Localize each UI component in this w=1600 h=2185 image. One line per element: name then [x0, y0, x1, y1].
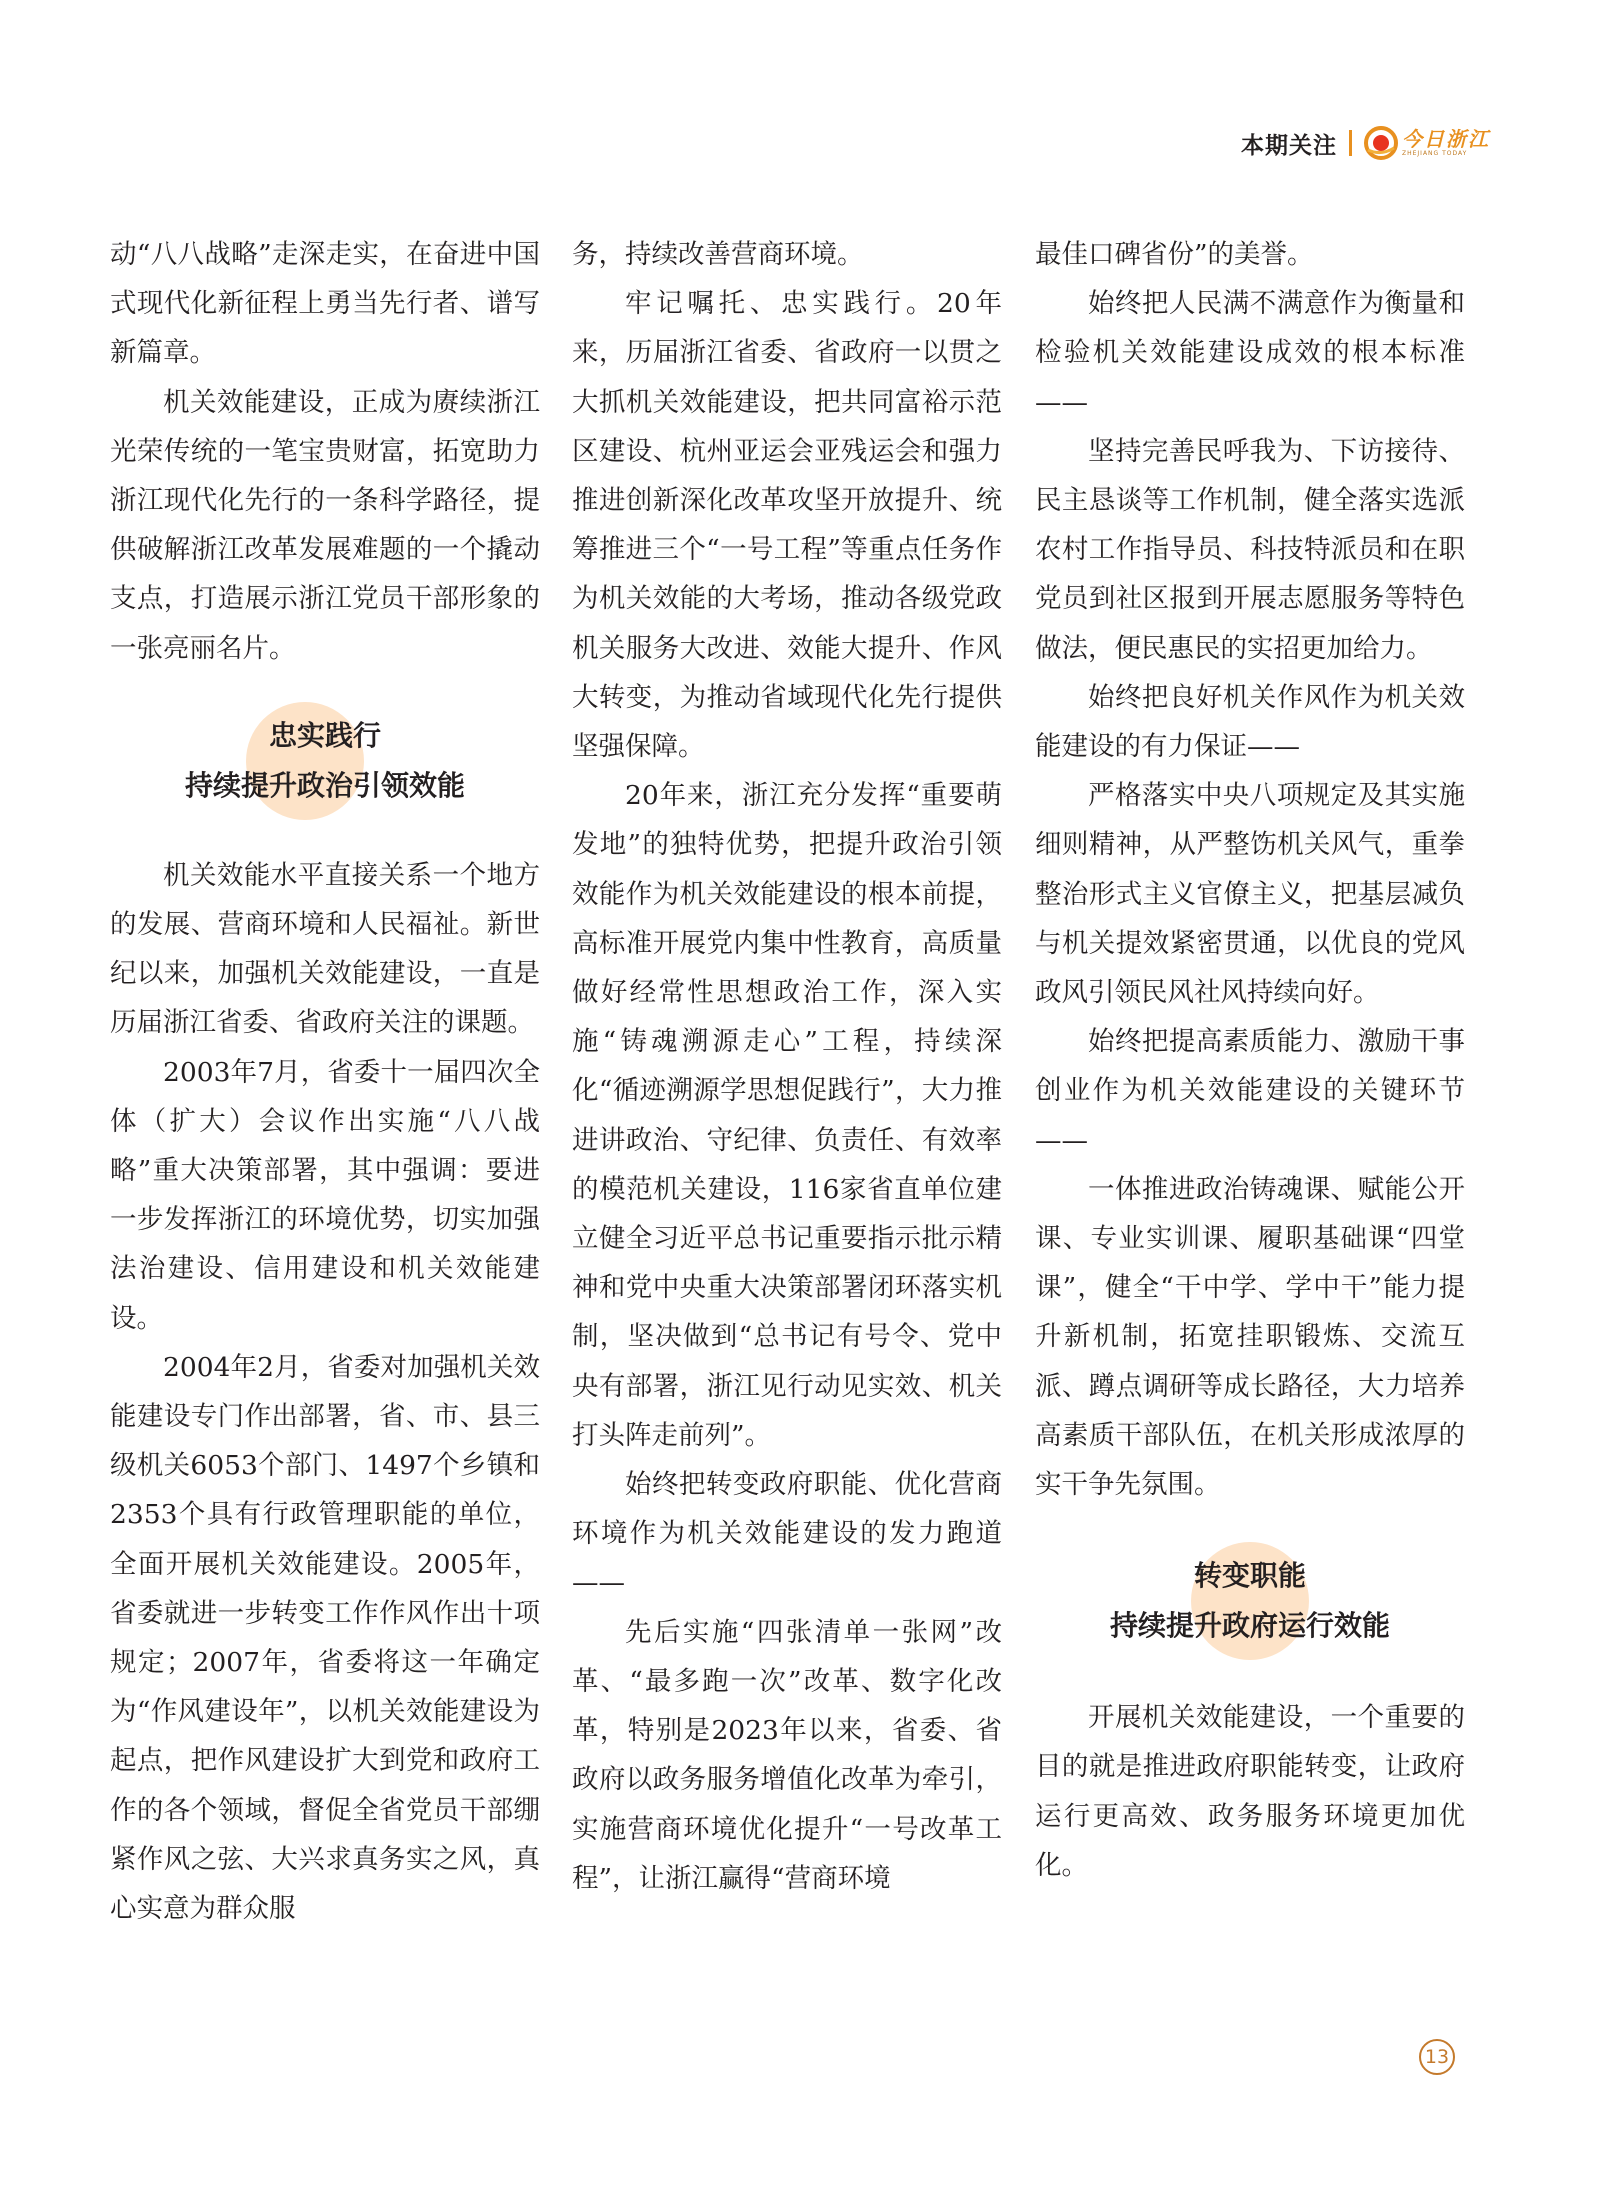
paragraph: 2004年2月，省委对加强机关效能建设专门作出部署，省、市、县三级机关6053个部门、1497个乡镇和2353个具有行政管理职能的单位，全面开展机关效能建设。2005年，省委就进一步转变工作作风作出十项规定；2007年，省委将这一年确定为“作风建设年”，以机关效能建设为起点，把作风建设扩大到党和政府工作的各个领域，督促全省党员干部绷紧作风之弦、大兴求真务实之风，真心实意为群众服 [110, 1351, 540, 1925]
subheading-line: 转变职能 [1193, 1559, 1306, 1593]
paragraph: 机关效能建设，正成为赓续浙江光荣传统的一笔宝贵财富，拓宽助力浙江现代化先行的一条科学路径，提供破解浙江改革发展难题的一个撬动支点，打造展示浙江党员干部形象的一张亮丽名片。 [110, 386, 540, 664]
paragraph: 始终把转变政府职能、优化营商环境作为机关效能建设的发力跑道—— [572, 1469, 1002, 1599]
paragraph: 先后实施“四张清单一张网”改革、“最多跑一次”改革、数字化改革，特别是2023年以来，省委、省政府以政务服务增值化改革为牵引，实施营商环境优化提升“一号改革工程”，让浙江赢得“营商环境 [572, 1616, 1002, 1894]
subheading [110, 711, 540, 811]
paragraph: 动“八八战略”走深走实，在奋进中国式现代化新征程上勇当先行者、谱写新篇章。 [110, 239, 540, 369]
paragraph: 务，持续改善营商环境。 [572, 239, 864, 270]
subheading [1035, 1551, 1465, 1651]
section-label: 本期关注 [1241, 132, 1337, 159]
header-divider [1349, 130, 1352, 156]
column-1 [110, 230, 540, 1933]
paragraph: 坚持完善民呼我为、下访接待、民主恳谈等工作机制，健全落实选派农村工作指导员、科技特派员和在职党员到社区报到开展志愿服务等特色做法，便民惠民的实招更加给力。 [1035, 435, 1465, 664]
paragraph: 20年来，浙江充分发挥“重要萌发地”的独特优势，把提升政治引领效能作为机关效能建设的根本前提，高标准开展党内集中性教育，高质量做好经常性思想政治工作，深入实施“铸魂溯源走心”工程，持续深化“循迹溯源学思想促践行”，大力推进讲政治、守纪律、负责任、有效率的模范机关建设，116家省直单位建立健全习近平总书记重要指示批示精神和党中央重大决策部署闭环落实机制，坚决做到“总书记有号令、党中央有部署，浙江见行动见实效、机关打头阵走前列”。 [572, 780, 1002, 1451]
paragraph: 始终把提高素质能力、激励干事创业作为机关效能建设的关键环节—— [1035, 1026, 1465, 1156]
paragraph: 2003年7月，省委十一届四次全体（扩大）会议作出实施“八八战略”重大决策部署，其中强调：要进一步发挥浙江的环境优势，切实加强法治建设、信用建设和机关效能建设。 [110, 1056, 540, 1334]
paragraph: 牢记嘱托、忠实践行。20年来，历届浙江省委、省政府一以贯之大抓机关效能建设，把共同富裕示范区建设、杭州亚运会亚残运会和强力推进创新深化改革攻坚开放提升、统筹推进三个“一号工程”等重点任务作为机关效能的大考场，推动各级党政机关服务大改进、效能大提升、作风大转变，为推动省域现代化先行提供坚强保障。 [572, 288, 1002, 763]
sun-logo-icon [1364, 126, 1398, 160]
subheading-line: 持续提升政府运行效能 [1109, 1609, 1390, 1643]
logo-subtext: ZHEJIANG TODAY [1402, 150, 1468, 157]
page-header [1241, 118, 1490, 168]
subheading-line: 忠实践行 [268, 718, 381, 752]
paragraph: 严格落实中央八项规定及其实施细则精神，从严整饬机关风气，重拳整治形式主义官僚主义，把基层减负与机关提效紧密贯通，以优良的党风政风引领民风社风持续向好。 [1035, 780, 1465, 1009]
column-3 [1035, 230, 1465, 1890]
paragraph: 始终把良好机关作风作为机关效能建设的有力保证—— [1035, 681, 1465, 763]
column-2 [572, 230, 1002, 1903]
paragraph: 最佳口碑省份”的美誉。 [1035, 239, 1314, 270]
page-number: 13 [1419, 2039, 1455, 2075]
paragraph: 始终把人民满不满意作为衡量和检验机关效能建设成效的根本标准—— [1035, 288, 1465, 418]
paragraph: 一体推进政治铸魂课、赋能公开课、专业实训课、履职基础课“四堂课”，健全“干中学、学中干”能力提升新机制，拓宽挂职锻炼、交流互派、蹲点调研等成长路径，大力培养高素质干部队伍，在机关形成浓厚的实干争先氛围。 [1035, 1173, 1465, 1501]
paragraph: 开展机关效能建设，一个重要的目的就是推进政府职能转变，让政府运行更高效、政务服务环境更加优化。 [1035, 1702, 1465, 1881]
magazine-logo [1364, 126, 1490, 160]
paragraph: 机关效能水平直接关系一个地方的发展、营商环境和人民福祉。新世纪以来，加强机关效能建设，一直是历届浙江省委、省政府关注的课题。 [110, 859, 540, 1039]
subheading-line: 持续提升政治引领效能 [184, 768, 465, 802]
logo-text: 今日浙江 [1402, 127, 1490, 151]
